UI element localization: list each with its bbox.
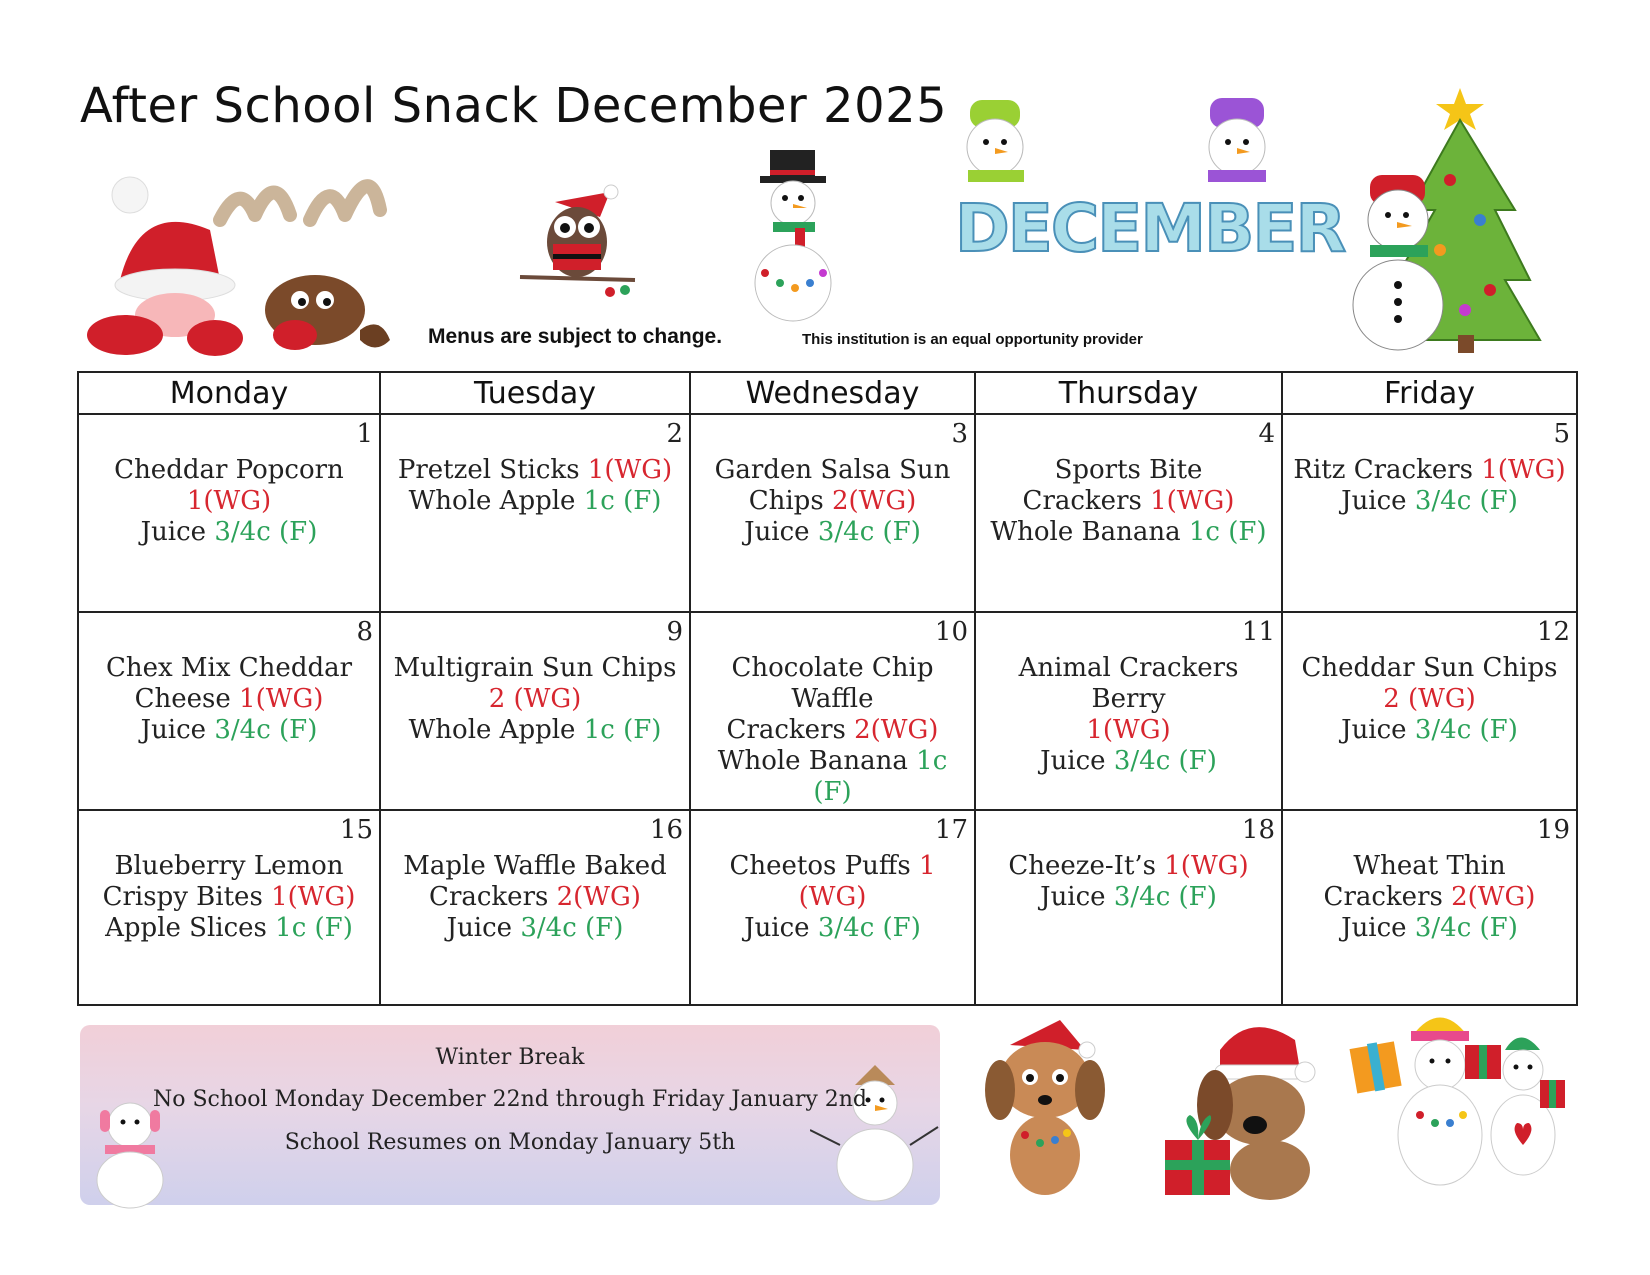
food-name: Apple Slices xyxy=(105,913,276,943)
food-name: Animal Crackers Berry xyxy=(1018,653,1239,714)
serving-size: 1c (F) xyxy=(1188,517,1267,547)
day-header-friday: Friday xyxy=(1283,373,1576,415)
day-cell xyxy=(79,811,381,1004)
menu-item-line xyxy=(980,851,1277,882)
serving-size: 2(WG) xyxy=(831,486,917,516)
serving-size: 1(WG) xyxy=(271,882,356,912)
food-name: Whole Banana xyxy=(717,746,917,776)
menu-item-line xyxy=(385,486,685,517)
menu-change-notice: Menus are subject to change. xyxy=(428,325,723,348)
snowman-tree-image xyxy=(1340,80,1560,360)
menu-item-line xyxy=(83,684,375,715)
food-name: Garden Salsa Sun xyxy=(714,455,951,485)
food-name: Juice xyxy=(1341,715,1415,745)
school-resumes-date: School Resumes on Monday January 5th xyxy=(284,1130,736,1155)
food-name: Whole Apple xyxy=(408,486,584,516)
food-name: Blueberry Lemon xyxy=(114,851,344,881)
winter-break-title: Winter Break xyxy=(435,1045,585,1070)
date-number: 16 xyxy=(649,815,683,845)
food-name: Cheese xyxy=(134,684,240,714)
day-cell xyxy=(381,613,691,811)
serving-size: 2(WG) xyxy=(854,715,939,745)
menu-item-line xyxy=(695,851,970,913)
food-name: Cheddar Sun Chips xyxy=(1301,653,1558,683)
food-name: Crackers xyxy=(1022,486,1151,516)
date-number: 4 xyxy=(1258,419,1275,449)
menu-item-line xyxy=(1287,882,1572,913)
menu-item-line xyxy=(980,517,1277,548)
menu-item-line xyxy=(980,882,1277,913)
food-name: Multigrain Sun Chips xyxy=(393,653,677,683)
menu-item-line xyxy=(980,455,1277,486)
menu-item-line xyxy=(83,715,375,746)
serving-size: 3/4c (F) xyxy=(214,517,318,547)
menu-item-line xyxy=(83,653,375,684)
food-name: Juice xyxy=(1341,913,1415,943)
menu-item-line xyxy=(385,882,685,913)
december-word: DECEMBER xyxy=(955,190,1345,267)
dog-lights-image xyxy=(965,1015,1135,1205)
serving-size: 3/4c (F) xyxy=(1113,882,1217,912)
date-number: 3 xyxy=(951,419,968,449)
menu-item-line xyxy=(695,746,970,808)
day-header-tuesday: Tuesday xyxy=(381,373,691,415)
serving-size: 1(WG) xyxy=(1150,486,1235,516)
food-name: Crackers xyxy=(429,882,557,912)
food-name: Juice xyxy=(140,517,215,547)
date-number: 11 xyxy=(1241,617,1275,647)
food-name: Sports Bite xyxy=(1054,455,1203,485)
menu-item-line xyxy=(83,882,375,913)
food-name: Chocolate Chip Waffle xyxy=(731,653,934,714)
snowmen-gifts-image xyxy=(1345,1005,1565,1205)
date-number: 1 xyxy=(356,419,373,449)
day-header-monday: Monday xyxy=(79,373,381,415)
day-cell xyxy=(976,613,1283,811)
day-cell xyxy=(381,415,691,613)
menu-item-line xyxy=(83,913,375,944)
serving-size: 1(WG) xyxy=(186,486,272,516)
food-name: Cheetos Puffs xyxy=(729,851,919,881)
serving-size: 1(WG) xyxy=(1164,851,1249,881)
food-name: Juice xyxy=(744,913,818,943)
date-number: 8 xyxy=(356,617,373,647)
day-cell xyxy=(1283,613,1576,811)
serving-size: 3/4c (F) xyxy=(520,913,624,943)
menu-item-line xyxy=(1287,913,1572,944)
menu-calendar xyxy=(77,371,1578,1006)
menu-item-line xyxy=(385,715,685,746)
santa-reindeer-image xyxy=(80,160,410,360)
food-name: Whole Banana xyxy=(990,517,1189,547)
food-name: Maple Waffle Baked xyxy=(403,851,667,881)
food-name: Cheddar Popcorn xyxy=(114,455,344,485)
menu-item-line xyxy=(695,715,970,746)
menu-item-line xyxy=(385,455,685,486)
serving-size: 1c (F) xyxy=(583,486,662,516)
menu-item-line xyxy=(695,486,970,517)
menu-item-line xyxy=(385,653,685,684)
no-school-dates: No School Monday December 22nd through Friday January 2nd xyxy=(152,1087,868,1112)
day-cell xyxy=(691,415,976,613)
day-cell xyxy=(691,811,976,1004)
serving-size: 3/4c (F) xyxy=(817,517,921,547)
menu-item-line xyxy=(83,486,375,517)
snowman-image xyxy=(735,148,855,323)
date-number: 9 xyxy=(666,617,683,647)
menu-item-line xyxy=(695,517,970,548)
menu-item-line xyxy=(980,653,1277,715)
food-name: Wheat Thin xyxy=(1353,851,1506,881)
day-cell xyxy=(1283,415,1576,613)
menu-item-line xyxy=(980,486,1277,517)
day-header-thursday: Thursday xyxy=(976,373,1283,415)
date-number: 18 xyxy=(1241,815,1275,845)
serving-size: 1(WG) xyxy=(239,684,324,714)
serving-size: 3/4c (F) xyxy=(214,715,318,745)
day-cell xyxy=(381,811,691,1004)
food-name: Juice xyxy=(1040,746,1114,776)
menu-item-line xyxy=(980,715,1277,746)
serving-size: 2 (WG) xyxy=(1383,684,1476,714)
menu-item-line xyxy=(1287,851,1572,882)
food-name: Juice xyxy=(1341,486,1415,516)
dog-gift-image xyxy=(1160,1010,1340,1200)
serving-size: 1(WG) xyxy=(1481,455,1566,485)
food-name: Ritz Crackers xyxy=(1293,455,1482,485)
menu-item-line xyxy=(385,684,685,715)
serving-size: 1c (F) xyxy=(813,746,948,807)
serving-size: 2(WG) xyxy=(556,882,641,912)
menu-item-line xyxy=(385,913,685,944)
serving-size: 3/4c (F) xyxy=(1414,486,1518,516)
food-name: Crackers xyxy=(726,715,855,745)
menu-item-line xyxy=(1287,653,1572,684)
date-number: 10 xyxy=(934,617,968,647)
day-cell xyxy=(976,811,1283,1004)
menu-item-line xyxy=(83,851,375,882)
food-name: Juice xyxy=(140,715,215,745)
food-name: Cheeze-It’s xyxy=(1008,851,1165,881)
menu-item-line xyxy=(980,746,1277,777)
day-cell xyxy=(1283,811,1576,1004)
date-number: 2 xyxy=(666,419,683,449)
serving-size: 1(WG) xyxy=(1086,715,1171,745)
menu-item-line xyxy=(83,517,375,548)
day-cell xyxy=(691,613,976,811)
day-header-wednesday: Wednesday xyxy=(691,373,976,415)
menu-item-line xyxy=(385,851,685,882)
serving-size: 3/4c (F) xyxy=(1414,913,1518,943)
serving-size: 1(WG) xyxy=(587,455,673,485)
serving-size: 3/4c (F) xyxy=(1113,746,1217,776)
date-number: 12 xyxy=(1536,617,1570,647)
date-number: 19 xyxy=(1536,815,1570,845)
date-number: 15 xyxy=(339,815,373,845)
food-name: Juice xyxy=(744,517,818,547)
serving-size: 1c (F) xyxy=(583,715,662,745)
page-title: After School Snack December 2025 xyxy=(80,78,948,134)
serving-size: 1 (WG) xyxy=(798,851,936,912)
menu-item-line xyxy=(1287,486,1572,517)
equal-opportunity-notice: This institution is an equal opportunity provider xyxy=(802,331,1143,348)
day-cell xyxy=(976,415,1283,613)
date-number: 17 xyxy=(934,815,968,845)
food-name: Pretzel Sticks xyxy=(397,455,588,485)
food-name: Whole Apple xyxy=(408,715,584,745)
serving-size: 3/4c (F) xyxy=(1414,715,1518,745)
serving-size: 2 (WG) xyxy=(488,684,582,714)
menu-item-line xyxy=(695,653,970,715)
menu-item-line xyxy=(1287,455,1572,486)
day-cell xyxy=(79,415,381,613)
day-cell xyxy=(79,613,381,811)
food-name: Crackers xyxy=(1323,882,1452,912)
food-name: Juice xyxy=(446,913,521,943)
food-name: Chex Mix Cheddar xyxy=(105,653,353,683)
serving-size: 1c (F) xyxy=(275,913,353,943)
owl-image xyxy=(515,182,640,307)
menu-item-line xyxy=(695,913,970,944)
date-number: 5 xyxy=(1553,419,1570,449)
serving-size: 3/4c (F) xyxy=(817,913,921,943)
food-name: Crispy Bites xyxy=(102,882,272,912)
menu-item-line xyxy=(83,455,375,486)
menu-item-line xyxy=(1287,684,1572,715)
food-name: Juice xyxy=(1040,882,1114,912)
food-name: Chips xyxy=(748,486,832,516)
menu-item-line xyxy=(695,455,970,486)
menu-item-line xyxy=(1287,715,1572,746)
serving-size: 2(WG) xyxy=(1451,882,1536,912)
